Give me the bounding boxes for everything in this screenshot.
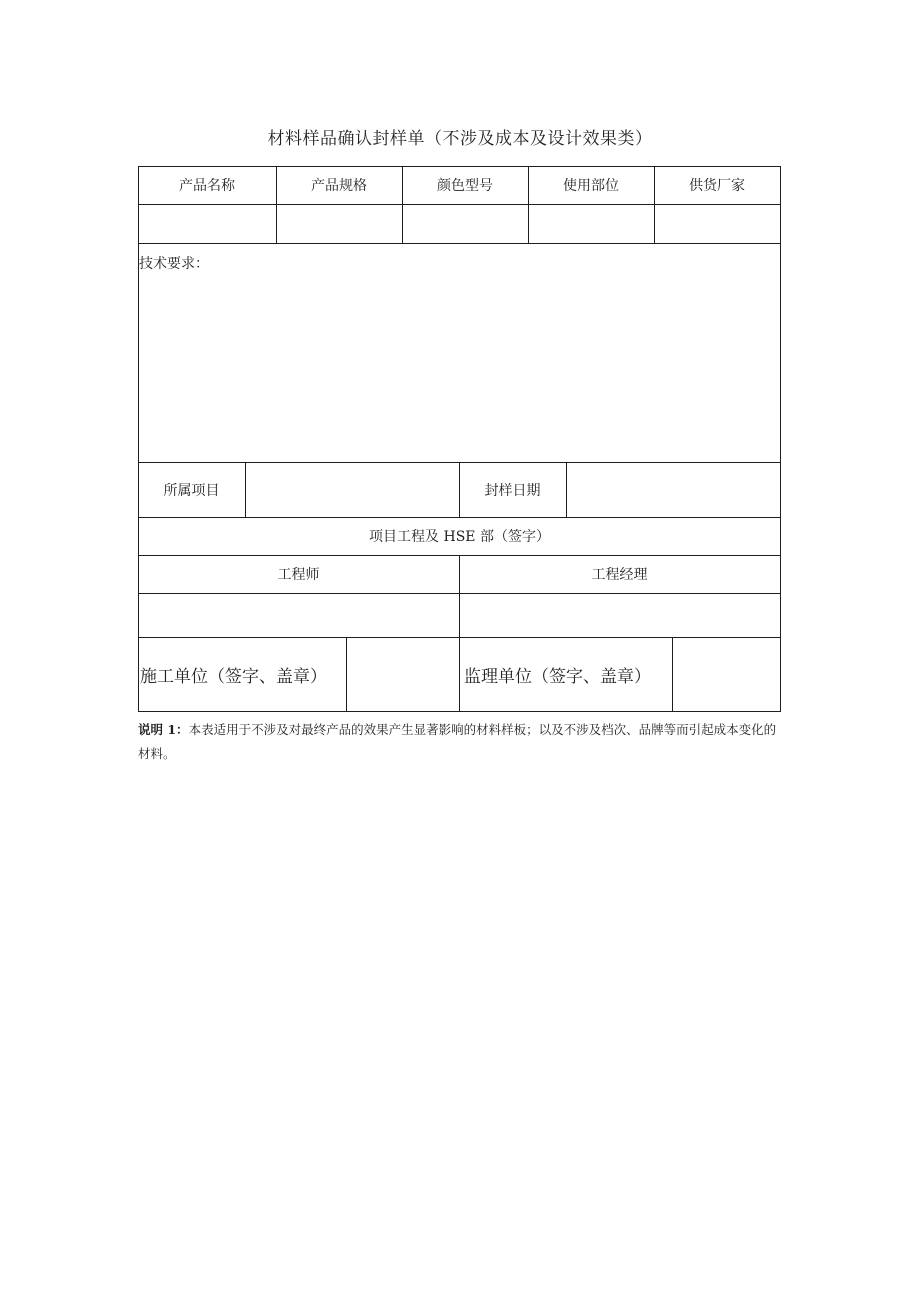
project-label: 所属项目 bbox=[163, 482, 220, 499]
page-title: 材料样品确认封样单（不涉及成本及设计效果类） bbox=[267, 129, 653, 149]
eng-manager-signature-cell[interactable] bbox=[459, 593, 780, 637]
engineer-label: 工程师 bbox=[277, 567, 320, 583]
product-spec-cell[interactable] bbox=[276, 204, 402, 243]
header-product-spec: 产品规格 bbox=[311, 178, 367, 194]
eng-manager-label: 工程经理 bbox=[591, 567, 648, 583]
color-model-cell[interactable] bbox=[402, 204, 528, 243]
footnote-text: 本表适用于不涉及对最终产品的效果产生显著影响的材料样板；以及不涉及档次、品牌等而引起成本变化的材料。 bbox=[138, 722, 777, 761]
contractor-label: 施工单位（签字、盖章） bbox=[140, 667, 327, 687]
seal-date-label: 封样日期 bbox=[484, 482, 541, 499]
sample-confirmation-table bbox=[138, 166, 781, 712]
tech-requirements-label: 技术要求： bbox=[139, 256, 209, 272]
footnote bbox=[138, 718, 783, 766]
product-name-cell[interactable] bbox=[138, 204, 276, 243]
tech-requirements-area[interactable] bbox=[138, 243, 781, 462]
supervisor-label: 监理单位（签字、盖章） bbox=[464, 667, 651, 687]
usage-location-cell[interactable] bbox=[528, 204, 654, 243]
supplier-cell[interactable] bbox=[654, 204, 780, 243]
engineer-signature-cell[interactable] bbox=[138, 593, 459, 637]
supervisor-signature-cell[interactable] bbox=[672, 637, 780, 712]
header-color-model: 颜色型号 bbox=[437, 178, 493, 194]
header-usage-location: 使用部位 bbox=[563, 178, 619, 194]
dept-signature-label: 项目工程及 HSE 部（签字） bbox=[369, 529, 550, 545]
header-product-name: 产品名称 bbox=[179, 178, 235, 194]
seal-date-cell[interactable] bbox=[566, 462, 780, 517]
contractor-signature-cell[interactable] bbox=[346, 637, 459, 712]
project-cell[interactable] bbox=[245, 462, 459, 517]
header-supplier: 供货厂家 bbox=[689, 178, 745, 194]
footnote-prefix: 说明 1： bbox=[138, 722, 189, 737]
